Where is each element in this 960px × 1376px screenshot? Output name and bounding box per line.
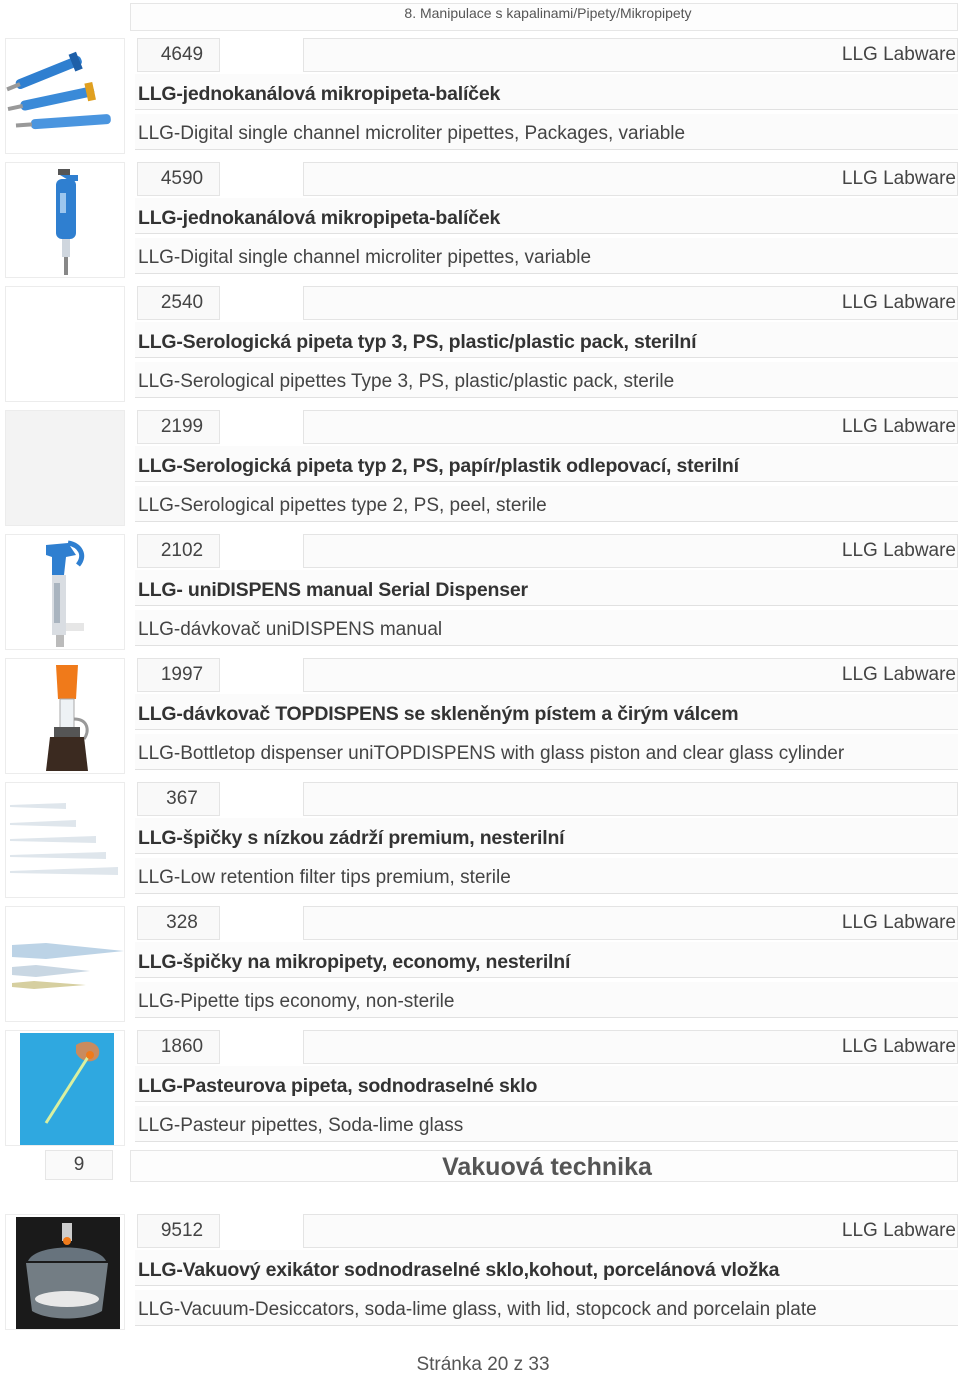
product-entry — [0, 284, 960, 404]
product-image — [5, 1214, 125, 1330]
product-image-placeholder — [5, 286, 125, 402]
product-name-english: LLG-Serological pipettes type 2, PS, peel, sterile — [138, 495, 547, 516]
product-entry — [0, 780, 960, 900]
product-image — [5, 906, 125, 1022]
product-name-english: LLG-Bottletop dispenser uniTOPDISPENS with glass piston and clear glass cylinder — [138, 743, 845, 764]
product-entry — [0, 904, 960, 1024]
vendor-name: LLG Labware — [841, 416, 956, 437]
catalog-number: 2540 — [160, 292, 204, 313]
page-number: Stránka 20 z 33 — [416, 1354, 550, 1375]
product-entry — [0, 408, 960, 528]
vendor-name: LLG Labware — [841, 292, 956, 313]
catalog-number: 2199 — [160, 416, 204, 437]
catalog-number: 367 — [166, 788, 198, 809]
product-entry — [0, 1028, 960, 1148]
catalog-number: 9512 — [160, 1220, 204, 1241]
vendor-name: LLG Labware — [841, 168, 956, 189]
section-title: Vakuová technika — [442, 1153, 652, 1181]
product-image — [5, 162, 125, 278]
vendor-name: LLG Labware — [841, 664, 956, 685]
pasteur-pipette-icon — [6, 1031, 125, 1146]
product-name-english: LLG-Serological pipettes Type 3, PS, plastic/plastic pack, sterile — [138, 371, 675, 392]
catalog-number: 1997 — [160, 664, 204, 685]
product-name-english: LLG-Low retention filter tips premium, sterile — [138, 867, 511, 888]
product-entry — [0, 1212, 960, 1332]
catalog-number: 2102 — [160, 540, 204, 561]
pipette-tips-icon — [6, 907, 125, 1022]
product-image — [5, 38, 125, 154]
product-image — [5, 658, 125, 774]
product-name-english: LLG-Digital single channel microliter pipettes, variable — [138, 247, 592, 268]
product-image — [5, 534, 125, 650]
product-image — [5, 1030, 125, 1146]
vendor-name: LLG Labware — [841, 44, 956, 65]
vendor-name: LLG Labware — [841, 1220, 956, 1241]
product-name-czech: LLG-Pasteurova pipeta, sodnodraselné sklo — [138, 1075, 538, 1097]
product-entry — [0, 656, 960, 776]
product-entry — [0, 36, 960, 156]
product-name-english: LLG-Pipette tips economy, non-sterile — [138, 991, 455, 1012]
product-name-czech: LLG-dávkovač TOPDISPENS se skleněným pístem a čirým válcem — [138, 703, 739, 725]
dispenser-icon — [6, 535, 125, 650]
vendor-name: LLG Labware — [841, 912, 956, 933]
product-name-czech: LLG-špičky s nízkou zádrží premium, nesterilní — [138, 827, 565, 849]
pipette-package-icon — [6, 39, 125, 154]
desiccator-icon — [6, 1215, 125, 1330]
product-name-czech: LLG- uniDISPENS manual Serial Dispenser — [138, 579, 528, 601]
breadcrumb: 8. Manipulace s kapalinami/Pipety/Mikropipety — [404, 5, 692, 21]
catalog-number: 4590 — [160, 168, 204, 189]
catalog-number: 4649 — [160, 44, 204, 65]
product-image-placeholder — [5, 410, 125, 526]
vendor-name — [700, 782, 956, 816]
product-name-czech: LLG-Serologická pipeta typ 3, PS, plastic/plastic pack, sterilní — [138, 331, 697, 353]
product-entry — [0, 532, 960, 652]
product-name-english: LLG-Vacuum-Desiccators, soda-lime glass, with lid, stopcock and porcelain plate — [138, 1299, 817, 1320]
product-name-czech: LLG-špičky na mikropipety, economy, nesterilní — [138, 951, 571, 973]
product-name-english: LLG-Pasteur pipettes, Soda-lime glass — [138, 1115, 464, 1136]
section-number: 9 — [73, 1154, 85, 1175]
product-name-czech: LLG-jednokanálová mikropipeta-balíček — [138, 83, 501, 105]
product-name-english: LLG-Digital single channel microliter pipettes, Packages, variable — [138, 123, 686, 144]
catalog-number: 1860 — [160, 1036, 204, 1057]
product-name-czech: LLG-jednokanálová mikropipeta-balíček — [138, 207, 501, 229]
product-image — [5, 782, 125, 898]
bottletop-dispenser-icon — [6, 659, 125, 774]
pipette-icon — [6, 163, 125, 278]
vendor-name: LLG Labware — [841, 1036, 956, 1057]
vendor-name: LLG Labware — [841, 540, 956, 561]
product-name-czech: LLG-Vakuový exikátor sodnodraselné sklo,kohout, porcelánová vložka — [138, 1259, 780, 1281]
product-entry — [0, 160, 960, 280]
product-name-english: LLG-dávkovač uniDISPENS manual — [138, 619, 443, 640]
catalog-number: 328 — [166, 912, 198, 933]
filter-tips-icon — [6, 783, 125, 898]
product-name-czech: LLG-Serologická pipeta typ 2, PS, papír/plastik odlepovací, sterilní — [138, 455, 739, 477]
